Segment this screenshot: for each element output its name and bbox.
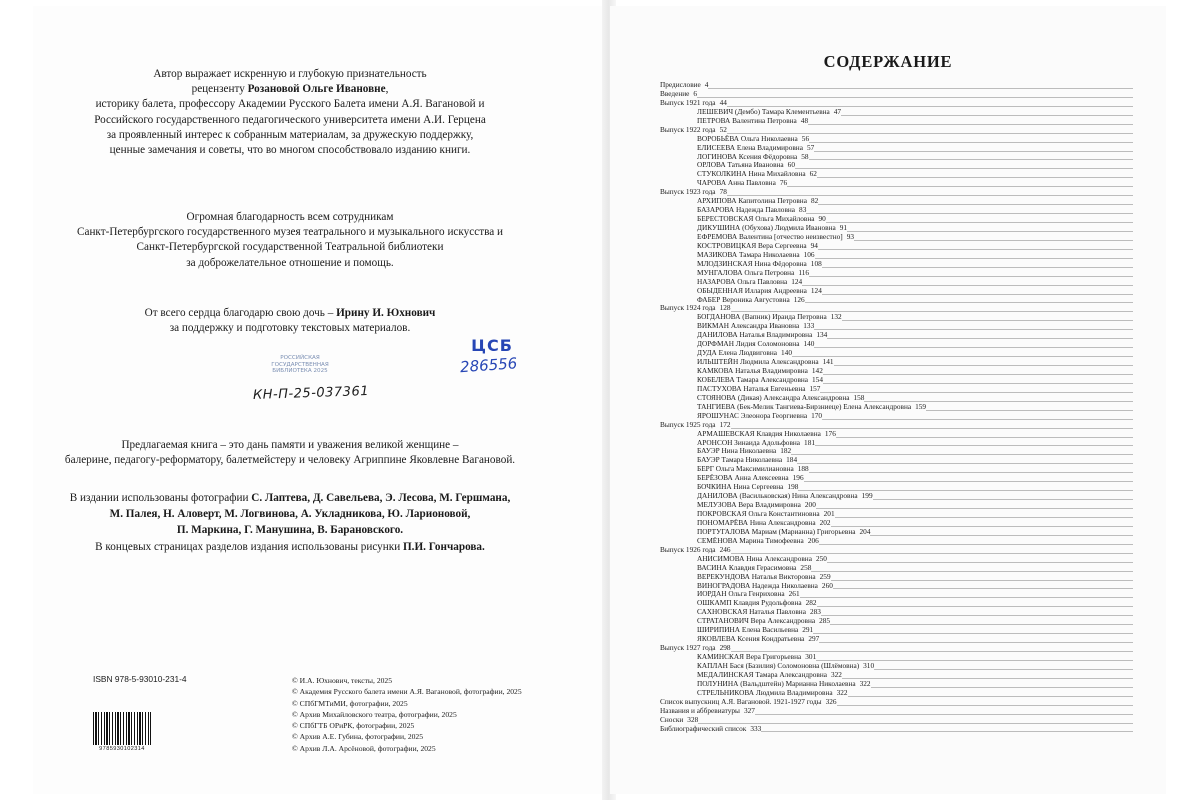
toc-page-number: 261 [788,590,800,599]
toc-page-number: 322 [836,688,848,697]
barcode-bars [93,712,151,745]
toc-page-number: 184 [786,456,798,465]
toc-entry-person [660,430,1133,439]
toc-entry-person [660,680,1133,689]
toc-entry-person [660,492,1133,501]
toc-entry-person [660,617,1133,626]
toc-entry-person [660,358,1133,367]
toc-entry-person [660,287,1133,296]
toc-entry-person [660,510,1133,519]
toc-page-number: 134 [816,331,828,340]
toc-entry-person [660,349,1133,358]
toc-entry-text: Выпуск 1927 года [660,644,716,653]
toc-entry-text: Библиографический список [660,724,747,733]
toc-entry-person [660,474,1133,483]
toc-entry-text: Введение [660,89,690,98]
copyright-line: © Архив А.Е. Губина, фотографии, 2025 [292,732,424,742]
toc-entry-section [660,81,1133,90]
toc-leader [660,106,1133,107]
text-line: историку балета, профессору Академии Русского Балета имени А.Я. Вагановой и [95,98,485,111]
toc-page-number: 170 [811,411,823,420]
toc-page-number: 108 [810,259,822,268]
toc-entry-section [660,707,1133,716]
toc-entry-text: ПОКРОВСКАЯ Ольга Константиновна [660,510,822,519]
toc-entry-text: БЕРЕСТОВСКАЯ Ольга Михайловна [660,215,816,224]
toc-entry-person [660,564,1133,573]
toc-page-number: 52 [719,125,727,134]
text-line: за проявленный интерес к собранным материалам, за дружескую поддержку, [106,128,474,141]
toc-page-number: 200 [804,501,816,510]
toc-entry-person [660,260,1133,269]
toc-entry-person [660,385,1133,394]
toc-entry-person [660,367,1133,376]
toc-entry-text: ЯРОШУНАС Элеонора Георгиевна [660,412,809,421]
toc-entry-text: Выпуск 1922 года [660,125,716,134]
toc-entry-person [660,197,1133,206]
toc-entry-text: ПОНОМАРЁВА Нина Александровна [660,519,818,528]
toc-entry-text: ШИРИПИНА Елена Васильевна [660,626,800,635]
toc-entry-text: ЧАРОВА Анна Павловна [660,179,778,188]
toc-entry-text: ОБЫДЕННАЯ Иллария Андреевна [660,287,809,296]
toc-entry-section [660,644,1133,653]
copyright-line: © Архив Л.А. Арсёновой, фотографии, 2025 [292,743,436,753]
toc-entry-person [660,555,1133,564]
toc-page-number: 310 [863,661,875,670]
copyright-line: © СПбГТБ ОРиРК, фотографии, 2025 [292,721,415,731]
toc-entry-text: ПОЛУНИНА (Вальдштейн) Марианна Николаевна [660,680,858,689]
toc-entry-text: ДОРФМАН Лидия Соломоновна [660,340,801,349]
toc-entry-person [660,233,1133,242]
toc-page-number: 172 [719,420,731,429]
photo-credits [60,490,520,555]
toc-entry-person [660,456,1133,465]
toc-leader [660,723,1133,724]
toc-entry-section [660,698,1133,707]
toc-entry-section [660,126,1133,135]
toc-entry-section [660,188,1133,197]
toc-entry-text: Выпуск 1921 года [660,98,716,107]
toc-entry-text: Сноски [660,715,684,724]
toc-entry-text: НАЗАРОВА Ольга Павловна [660,278,789,287]
toc-page-number: 60 [787,161,795,170]
toc-page-number: 176 [824,429,836,438]
toc-page-number: 198 [787,483,799,492]
toc-page-number: 206 [807,536,819,545]
toc-entry-text: ЛОГИНОВА Ксения Фёдоровна [660,153,799,162]
toc-page-number: 182 [780,447,792,456]
text-line: ценные замечания и советы, что во многом способствовало изданию книги. [109,144,471,157]
toc-entry-person [660,447,1133,456]
toc-page-number: 44 [719,98,727,107]
toc-entry-text: СТОЯНОВА (Дикая) Александра Александровна [660,394,851,403]
toc-entry-text: ЕЛИСЕЕВА Елена Владимировна [660,144,805,153]
toc-entry-section [660,421,1133,430]
toc-entry-person [660,626,1133,635]
toc-entry-person [660,331,1133,340]
toc-page-number: 78 [719,188,727,197]
toc-page-number: 128 [719,304,731,313]
acknowledgement-staff [60,210,520,271]
toc-page-number: 285 [819,617,831,626]
toc-leader [660,195,1133,196]
toc-page-number: 298 [719,644,731,653]
toc-entry-text: Предисловие [660,81,701,89]
barcode [93,712,151,753]
toc-page-number: 140 [803,340,815,349]
toc-entry-person [660,439,1133,448]
toc-entry-text: КАМИНСКАЯ Вера Григорьевна [660,653,803,662]
toc-page-number: 154 [812,375,823,384]
toc-entry-person [660,662,1133,671]
toc-entry-person [660,519,1133,528]
toc-page-number: 106 [803,250,815,259]
toc-entry-person [660,671,1133,680]
toc-entry-text: ИОРДАН Ольга Генриховна [660,590,787,599]
toc-entry-section [660,304,1133,313]
toc-entry-person [660,599,1133,608]
text-line: М. Палея, Н. Аловерт, М. Логвинова, А. Укладникова, Ю. Ларионовой, [109,508,471,521]
toc-entry-text: АРМАШЕВСКАЯ Клавдия Николаевна [660,430,823,439]
csb-stamp [459,336,524,377]
copyright-line: © И.А. Юхнович, тексты, 2025 [292,676,393,685]
toc-entry-person [660,170,1133,179]
toc-entry-person [660,465,1133,474]
toc-entry-person [660,269,1133,278]
copyright-line: © Академия Русского балета имени А.Я. Вагановой, фотографии, 2025 [292,687,522,697]
toc-page-number: 133 [803,322,815,331]
toc-page-number: 4 [704,81,709,89]
toc-entry-text: КОБЕЛЕВА Тамара Александровна [660,376,810,385]
toc-entry-person [660,403,1133,412]
toc-entry-text: ВИКМАН Александра Ивановна [660,322,801,331]
toc-entry-text: МЕДАЛИНСКАЯ Тамара Александровна [660,671,829,680]
toc-leader [660,97,1133,98]
toc-entry-text: Выпуск 1926 года [660,545,716,554]
toc-entry-person [660,278,1133,287]
toc-page-number: 142 [811,367,823,375]
toc-entry-text: ОШКАМП Клавдия Рудольфовна [660,599,804,608]
toc-page-number: 90 [818,215,826,224]
toc-page-number: 188 [797,465,809,474]
toc-page-number: 301 [805,653,817,661]
toc-entry-text: ДАНИЛОВА (Васильковская) Нина Александровна [660,492,860,501]
toc-entry-section [660,725,1133,734]
toc-entry-person [660,313,1133,322]
toc-entry-person [660,135,1133,144]
text-line: Санкт-Петербургской государственной Театральной библиотеки [136,241,444,254]
toc-entry-person [660,653,1133,662]
toc-page-number: 94 [810,241,818,250]
inventory-number-stamp: КН-П-25-037361 [252,383,370,404]
toc-entry-section [660,90,1133,99]
toc-page-number: 333 [750,724,762,733]
toc-entry-person [660,501,1133,510]
toc-page-number: 116 [798,268,809,277]
toc-page-number: 124 [810,286,822,295]
toc-page-number: 258 [800,563,812,572]
toc-entry-text: ВАСИНА Клавдия Герасимовна [660,564,798,573]
csb-stamp-title: ЦСБ [471,336,513,355]
toc-entry-text: СЕМЁНОВА Марина Тимофеевна [660,537,806,546]
toc-entry-text: АРОНСОН Зинаида Адольфовна [660,439,802,448]
barcode-number: 9785930102314 [99,746,145,752]
toc-entry-person [660,635,1133,644]
toc-entry-text: ЯКОВЛЕВА Ксения Кондратьевна [660,635,806,644]
toc-entry-text: ОРЛОВА Татьяна Ивановна [660,161,786,170]
toc-entry-person [660,376,1133,385]
toc-entry-person [660,340,1133,349]
toc-page-number: 291 [802,626,814,635]
toc-title: СОДЕРЖАНИЕ [823,52,953,71]
toc-leader [660,88,1133,89]
toc-entry-section [660,546,1133,555]
acknowledgement-daughter [60,306,520,336]
text-line: Автор выражает искренную и глубокую признательность [153,68,427,80]
toc-entry-person [660,689,1133,698]
toc-entry-text: ФАБЕР Вероника Августовна [660,296,792,305]
toc-page-number: 6 [693,89,698,98]
toc-page-number: 93 [846,232,855,241]
toc-page-number: 250 [815,554,827,563]
toc-page-number: 202 [819,518,831,527]
toc-page-number: 297 [808,635,820,644]
toc-page-number: 91 [839,224,848,232]
toc-entry-text: БАУЭР Тамара Николаевна [660,456,784,465]
toc-page-number: 322 [831,670,842,679]
toc-entry-person [660,251,1133,260]
toc-entry-person [660,590,1133,599]
toc-entry-text: ВОРОБЬЁВА Ольга Николаевна [660,135,800,144]
toc-page-number: 82 [810,197,819,206]
toc-page-number: 246 [719,545,731,554]
toc-page-number: 199 [861,492,873,501]
table-of-contents [660,81,1133,733]
toc-entry-text: БАУЭР Нина Николаевна [660,447,778,456]
toc-page-number: 76 [779,179,788,188]
toc-entry-text: АРХИПОВА Капитолина Петровна [660,197,809,206]
toc-entry-text: ТАНГИЕВА (Бек-Мелик Тангиева-Бирзниеце) Елена Александровна [660,403,913,412]
toc-page-number: 283 [809,608,821,617]
toc-entry-text: АНИСИМОВА Нина Александровна [660,555,814,564]
toc-entry-person [660,608,1133,617]
text-line: за доброжелательное отношение и помощь. [186,256,394,269]
toc-entry-person [660,242,1133,251]
toc-entry-person [660,296,1133,305]
toc-page-number: 140 [781,349,792,358]
toc-page-number: 260 [821,581,833,590]
toc-entry-person [660,179,1133,188]
toc-entry-person [660,537,1133,546]
toc-entry-text: Выпуск 1925 года [660,420,716,429]
toc-entry-person [660,322,1133,331]
toc-entry-text: БЕРГ Ольга Максимилиановна [660,465,796,474]
text-line: рецензенту Розановой Ольге Ивановне, [191,83,389,96]
toc-entry-person [660,582,1133,591]
text-line: В концевых страницах разделов издания использованы рисунки П.И. Гончарова. [95,540,485,553]
acknowledgement-reviewer [60,67,520,158]
toc-page-number: 158 [853,393,865,402]
toc-page-number: 259 [819,572,831,581]
toc-entry-text: КАМКОВА Наталья Владимировна [660,367,810,376]
toc-page-number: 126 [793,295,805,304]
toc-entry-person [660,108,1133,117]
toc-entry-text: ВЕРЕКУНДОВА Наталья Викторовна [660,573,818,582]
text-line: П. Маркина, Г. Манушина, В. Барановского. [176,524,404,537]
toc-page-number: 132 [830,313,842,322]
toc-entry-person [660,483,1133,492]
text-line: Предлагаемая книга – это дань памяти и уважения великой женщине – [121,439,459,451]
toc-page-number: 57 [806,143,815,152]
toc-entry-person [660,144,1133,153]
text-line: От всего сердца благодарю свою дочь – Ирину И. Юхнович [144,307,436,319]
isbn: ISBN 978-5-93010-231-4 [93,674,187,684]
toc-page-number: 196 [792,474,804,483]
text-line: Санкт-Петербургского государственного музея театрального и музыкального искусства и [77,226,503,239]
text-line: Российского государственного педагогического университета имени А.И. Герцена [94,113,486,126]
toc-page-number: 124 [791,277,803,286]
toc-entry-text: СТРЕЛЬНИКОВА Людмила Владимировна [660,689,835,698]
toc-entry-person [660,528,1133,537]
toc-entry-text: ПАСТУХОВА Наталья Евгеньевна [660,385,807,394]
toc-page-number: 157 [809,384,821,393]
toc-entry-person [660,161,1133,170]
toc-entry-text: СТУКОЛКИНА Нина Михайловна [660,170,808,179]
toc-page-number: 201 [823,510,835,518]
text-line: балерине, педагогу-реформатору, балетмейстеру и человеку Агриппине Яковлевне Вагановой. [64,454,516,467]
toc-entry-text: ВИНОГРАДОВА Надежда Николаевна [660,582,820,591]
toc-entry-text: БЕРЁЗОВА Анна Алексеевна [660,474,791,483]
toc-entry-text: ДУДА Елена Людвиговна [660,349,779,358]
toc-entry-person [660,117,1133,126]
toc-entry-person [660,573,1133,582]
toc-entry-text: МАЗИКОВА Тамара Николаевна [660,251,802,260]
toc-entry-text: БАЗАРОВА Надежда Павловна [660,206,797,215]
toc-entry-text: БОЧКИНА Нина Сергеевна [660,483,785,492]
toc-entry-text: ДИКУШИНА (Обухова) Людмила Ивановна [660,224,838,233]
toc-entry-text: Список выпускниц А.Я. Вагановой. 1921-1927 годы [660,697,822,706]
toc-entry-text: МЛОДЗИНСКАЯ Нина Фёдоровна [660,260,809,269]
text-line: В издании использованы фотографии С. Лаптева, Д. Савельева, Э. Лесова, М. Гершмана, [69,492,511,504]
toc-entry-person [660,412,1133,421]
toc-entry-text: Выпуск 1924 года [660,304,716,313]
toc-page-number: 327 [743,706,755,715]
copyright-line: © Архив Михайловского театра, фотографии, 2025 [292,709,457,719]
toc-page-number: 58 [801,152,809,161]
toc-entry-text: КОСТРОВИЦКАЯ Вера Сергеевна [660,242,809,251]
text-line: Огромная благодарность всем сотрудникам [186,211,394,223]
book-dedication [60,438,520,468]
toc-leader [660,133,1133,134]
toc-page-number: 326 [825,697,837,706]
toc-entry-person [660,394,1133,403]
toc-entry-text: Названия и аббревиатуры [660,706,740,715]
library-stamp: РОССИЙСКАЯ ГОСУДАРСТВЕННАЯ БИБЛИОТЕКА 2025 [271,355,329,375]
toc-entry-section [660,716,1133,725]
copyright-list [292,675,522,754]
toc-page-number: 83 [799,206,807,215]
toc-entry-text: ЛЕШЕВИЧ (Дембо) Тамара Клементьевна [660,108,832,117]
toc-page-number: 322 [859,679,871,688]
toc-page-number: 48 [800,116,809,125]
toc-page-number: 282 [805,599,817,608]
toc-entry-text: МЕЛУЗОВА Вера Владимировна [660,501,803,510]
toc-page-number: 62 [809,170,817,179]
toc-entry-text: МУНГАЛОВА Ольга Петровна [660,269,796,278]
toc-page-number: 328 [687,715,699,724]
toc-entry-person [660,224,1133,233]
toc-entry-text: ИЛЬШТЕЙН Людмила Александровна [660,358,821,367]
text-line: за поддержку и подготовку текстовых материалов. [169,322,411,335]
toc-entry-person [660,215,1133,224]
toc-page-number: 47 [833,107,842,116]
toc-entry-text: ЕФРЕМОВА Валентина [отчество неизвестно] [660,233,845,242]
toc-entry-text: САХНОВСКАЯ Наталья Павловна [660,608,808,617]
csb-stamp-number: 286556 [459,354,518,377]
toc-page-number: 204 [859,527,871,536]
toc-entry-section [660,99,1133,108]
toc-page-number: 159 [915,402,927,411]
toc-page-number: 181 [804,438,815,447]
toc-entry-person [660,206,1133,215]
toc-entry-text: ДАНИЛОВА Наталья Владимировна [660,331,814,340]
toc-entry-text: БОГДАНОВА (Вапник) Ираида Петровна [660,313,829,322]
toc-entry-text: ПЕТРОВА Валентина Петровна [660,117,799,126]
toc-entry-person [660,153,1133,162]
toc-entry-text: СТРАТАНОВИЧ Вера Александровна [660,617,817,626]
toc-page-number: 56 [801,134,810,143]
toc-entry-text: КАПЛАН Бася (Базилия) Соломоновна (Шлёмовна) [660,662,861,671]
toc-entry-text: Выпуск 1923 года [660,188,716,197]
copyright-line: © СПбГМТиМИ, фотографии, 2025 [292,698,408,708]
toc-page-number: 141 [822,358,834,367]
toc-entry-text: ПОРТУГАЛОВА Мариам (Марианна) Григорьевна [660,528,858,537]
